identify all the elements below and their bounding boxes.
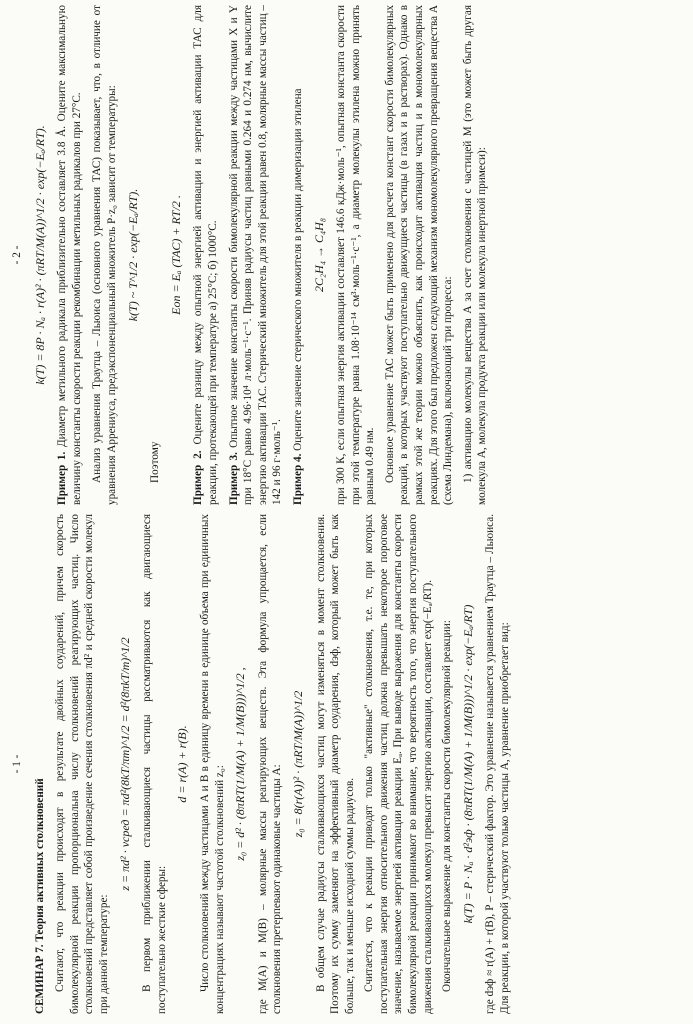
paragraph: В первом приближении сталкивающиеся частицы рассматриваются как двигающиеся поступательно жесткие сферы: xyxy=(141,514,168,1014)
paragraph: Считается, что к реакции приводят только "активные" столкновения, т.е. те, при которых поступательная энергия относительного движения частиц должна превышать некоторое пороговое значение, называемое энергией активации реакции Eₐ. При выводе выражения для константы скорости бимолекулярной реакции принимают во внимание, что вероятность того, что энергия поступательного движения сталкивающихся молекул превысит энергию активации, составляет exp(−Eₐ/RT). xyxy=(363,514,434,1014)
equation: k(T) = 8P · Nₐ · r(A)² · (πRT/M(A))^1/2 · exp(−Eₐ/RT). xyxy=(32,125,47,385)
equation: d = r(A) + r(B). xyxy=(175,725,190,803)
paragraph: Окончательное выражение для константы скорости бимолекулярной реакции: xyxy=(441,620,454,992)
example-label: Пример 2. xyxy=(192,450,205,505)
page-2 xyxy=(8,5,688,505)
equation: z₀ = 8(r(A))² · (πRT/M(A))^1/2 xyxy=(290,690,305,838)
example-label: Пример 3. xyxy=(227,452,240,505)
example-4: Пример 4. Оцените значение стерического множителя в реакции димеризации этилена xyxy=(291,88,304,505)
paragraph: Поэтому xyxy=(149,441,162,483)
paragraph: В общем случае радиусы сталкивающихся частиц могут изменяться в момент столкновения. Поэтому их сумму заменяют на эффективный диаметр соударения, dэф, который может быть как больше, так и меньше исходной суммы радиусов. xyxy=(314,514,356,1014)
equation: k(T) ~ T^1/2 · exp(−Eₐ/RT). xyxy=(125,188,140,322)
example-3: Пример 3. Опытное значение константы скорости бимолекулярной реакции между частицами X и Y при 18°С равно 4.96·10⁴ л·моль⁻¹·с⁻¹. Приняв радиусы частиц равными 0.264 и 0.274 нм, вычислите энергию активации ТАС. Стерический множитель для этой реакции равен 0.8, молярные массы частиц – 142 и 96 г·моль⁻¹. xyxy=(227,5,284,505)
equation: z = πd² · vсред = πd²(8kT/πm)^1/2 = d²(8πkT/m)^1/2 xyxy=(117,637,132,891)
equation: 2C₂H₄ → C₄H₈ xyxy=(311,217,326,293)
example-1: Пример 1. Диаметр метильного радикала приблизительно составляет 3.8 Å. Оцените максимальную величину константы скорости реакции рекомбинации метильных радикалов при 27°С. xyxy=(56,5,83,505)
paragraph: где M(A) и M(B) – молярные массы реагирующих веществ. Эта формула упрощается, если столкновения претерпевают одинаковые частицы A: xyxy=(256,514,284,1014)
equation: Eоп = Eₐ (ТАС) + RT/2 . xyxy=(168,195,183,315)
paragraph: 1) активацию молекулы вещества A за счет столкновения с частицей M (это может быть другая молекула A, молекула продукта реакции или молекула инертной примеси): xyxy=(461,5,489,505)
page-number: - 1 - xyxy=(11,754,23,774)
paragraph: Анализ уравнения Траутца – Льюиса (основного уравнения ТАС) показывает, что, в отличие от уравнения Аррениуса, предэкспоненциальный множитель P·z₀ зависит от температуры: xyxy=(91,5,118,505)
example-label: Пример 1. xyxy=(56,451,69,505)
equation: k(T) = P · Nₐ · d²эф · (8πRT(1/M(A) + 1/M(B)))^1/2 · exp(−Eₐ/RT) xyxy=(460,604,475,924)
example-label: Пример 4. xyxy=(291,453,304,505)
example-2: Пример 2. Оцените разницу между опытной энергией активации и энергией активации ТАС для реакции, протекающей при температуре а) 25°С; б) 1000°С. xyxy=(192,5,219,505)
page-number: - 2 - xyxy=(11,245,23,265)
paragraph: при 300 К, если опытная энергия активации составляет 146.6 кДж·моль⁻¹, опытная константа скорости при этой температуре равна 1.08·10⁻¹⁴ см³·моль⁻¹·с⁻¹, а диаметр молекулы этилена можно принять равным 0.49 нм. xyxy=(335,5,377,505)
seminar-title: СЕМИНАР 7. Теория активных столкновений xyxy=(33,778,46,1014)
paragraph: Число столкновений между частицами A и B в единицу времени в единице объема при единичных концентрациях называют частотой столкновений z₀: xyxy=(198,514,226,1014)
paragraph: где dэф ≈ r(A) + r(B), P – стерический фактор. Это уравнение называется уравнением Траутца – Льюиса. Для реакции, в которой участвуют только частицы A, уравнение приобретает вид: xyxy=(484,514,512,1014)
paragraph: Основное уравнение ТАС может быть применено для расчета констант скорости бимолекулярных реакций, в которых участвуют поступательно движущиеся частицы (в газах и в растворах). Однако в рамках этой же теории можно объяснить, как происходит активация частиц и в мономолекулярных реакциях. Для этого был предложен следующий механизм мономолекулярного превращения вещества A (схема Линдемана), включающий три процесса: xyxy=(383,5,455,505)
equation: z₀ = d² · (8πRT(1/M(A) + 1/M(B)))^1/2 , xyxy=(233,667,248,861)
paragraph: Считают, что реакции происходят в результате двойных соударений, причем скорость бимолекулярной реакции пропорциональна числу столкновений реагирующих частиц. Число столкновений представляет собой произведение сечения столкновения πd² и средней скорости молекул при данной температуре: xyxy=(54,514,110,1014)
page-1 xyxy=(8,514,688,1014)
